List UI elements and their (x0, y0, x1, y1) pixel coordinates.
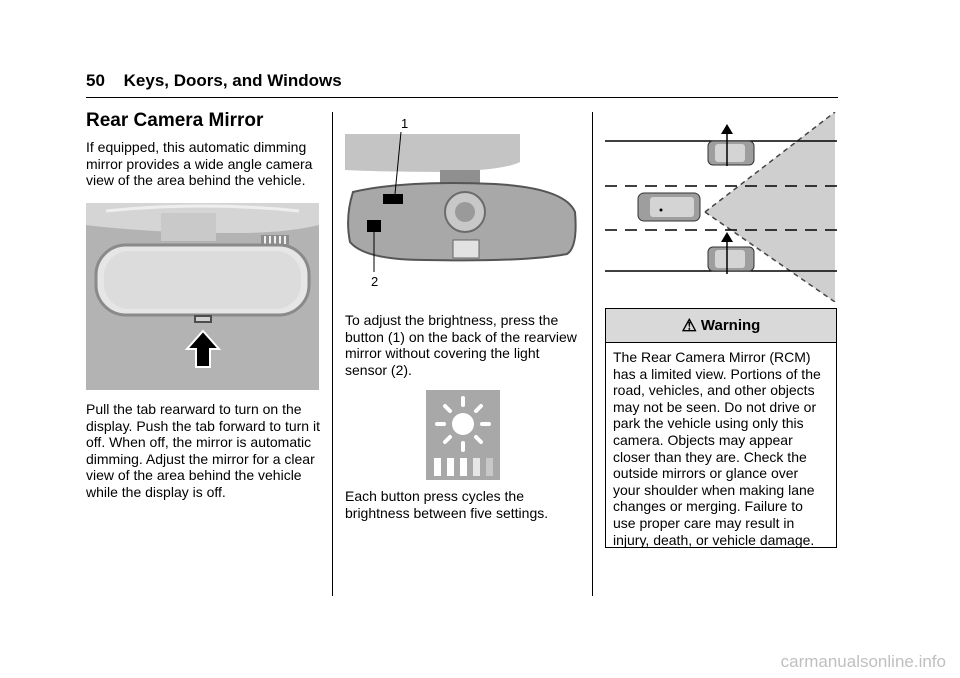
brightness-icon (426, 390, 500, 480)
car-top (708, 124, 754, 166)
warning-box (605, 308, 837, 548)
page-number: 50 (86, 71, 105, 90)
callout-2: 2 (371, 274, 379, 289)
car-middle (638, 193, 700, 221)
warning-triangle-icon: ⚠ (681, 315, 697, 335)
mirror-tab-illustration (86, 203, 319, 390)
cycle-paragraph: Each button press cycles the brightness between five settings. (345, 488, 549, 521)
brightness-paragraph: To adjust the brightness, press the button (1) on the back of the rearview mirror without covering the light sensor (2). (345, 312, 577, 378)
column-divider (592, 112, 593, 596)
chapter-title: Keys, Doors, and Windows (123, 71, 342, 90)
mirror-back-illustration (345, 112, 577, 292)
camera-view-diagram (605, 112, 837, 302)
warning-title: Warning (700, 317, 761, 334)
callout-1: 1 (401, 116, 409, 131)
warning-header (606, 309, 836, 343)
header-rule (86, 97, 838, 98)
warning-text: The Rear Camera Mirror (RCM) has a limited view. Portions of the road, vehicles, and other objects may not be seen. Do not drive or park the vehicle using only this camera. Objects may appear closer than they are. Check the outside mirrors or glance over your shoulder when making lane changes or merging. Failure to use proper care may result in injury, death, or vehicle damage. (613, 349, 821, 548)
section-title: Rear Camera Mirror (86, 110, 264, 131)
watermark: carmanualsonline.info (780, 652, 946, 671)
page-header (86, 71, 342, 91)
intro-paragraph: If equipped, this automatic dimming mirror provides a wide angle camera view of the area behind the vehicle. (86, 139, 313, 189)
column-divider (332, 112, 333, 596)
tab-instructions-paragraph: Pull the tab rearward to turn on the display. Push the tab forward to turn it off. When off, the mirror is automatic dimming. Adjust the mirror for a clear view of the area behind the vehicle while the display is off. (86, 401, 320, 500)
